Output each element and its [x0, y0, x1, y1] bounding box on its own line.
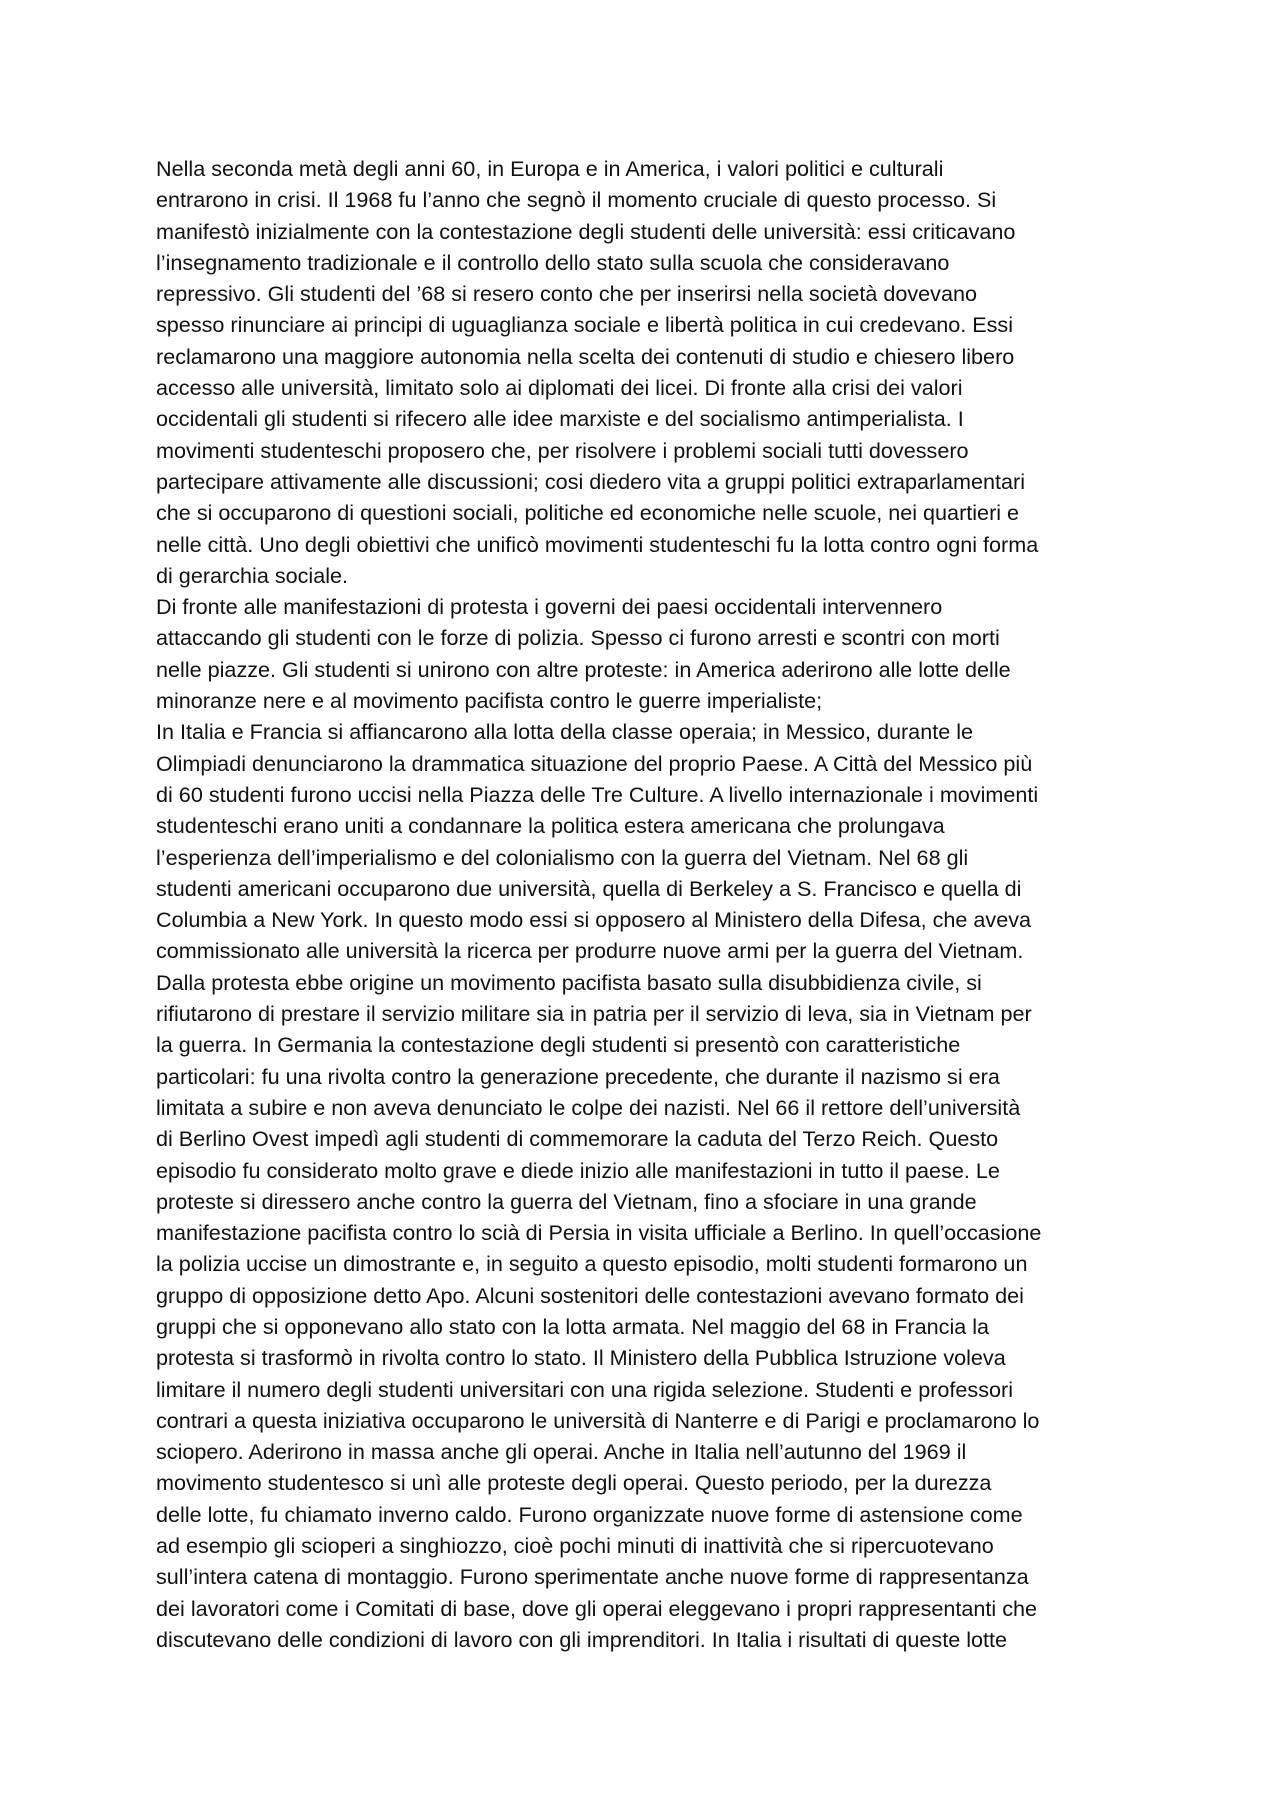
text-line: accesso alle università, limitato solo ai diplomati dei licei. Di fronte alla crisi dei valori [156, 375, 963, 401]
text-line: spesso rinunciare ai principi di uguaglianza sociale e libertà politica in cui credevano. Essi [156, 312, 1014, 338]
text-line: ad esempio gli scioperi a singhiozzo, cioè pochi minuti di inattività che si ripercuotevano [156, 1533, 994, 1559]
text-line: delle lotte, fu chiamato inverno caldo. Furono organizzate nuove forme di astensione come [156, 1501, 1023, 1527]
text-line: Olimpiadi denunciarono la drammatica situazione del proprio Paese. A Città del Messico più [156, 750, 1033, 776]
text-line: limitare il numero degli studenti universitari con una rigida selezione. Studenti e professori [156, 1376, 1014, 1402]
text-line: dei lavoratori come i Comitati di base, dove gli operai eleggevano i propri rappresentanti che [156, 1595, 1038, 1621]
text-line: gruppo di opposizione detto Apo. Alcuni sostenitori delle contestazioni avevano formato dei [156, 1282, 1024, 1308]
text-line: nelle città. Uno degli obiettivi che unificò movimenti studenteschi fu la lotta contro ogni forma [156, 531, 1039, 557]
text-line: gruppi che si opponevano allo stato con la lotta armata. Nel maggio del 68 in Francia la [156, 1313, 990, 1339]
body-text [156, 153, 1116, 1655]
text-line: nelle piazze. Gli studenti si unirono con altre proteste: in America aderirono alle lotte delle [156, 656, 1011, 682]
text-line: commissionato alle università la ricerca per produrre nuove armi per la guerra del Vietnam. [156, 938, 1024, 964]
text-line: protesta si trasformò in rivolta contro lo stato. Il Ministero della Pubblica Istruzione voleva [156, 1345, 1006, 1371]
text-line: attaccando gli studenti con le forze di polizia. Spesso ci furono arresti e scontri con morti [156, 625, 1000, 651]
text-line: discutevano delle condizioni di lavoro con gli imprenditori. In Italia i risultati di queste lotte [156, 1626, 1008, 1652]
text-line: rifiutarono di prestare il servizio militare sia in patria per il servizio di leva, sia in Vietnam per [156, 1001, 1032, 1027]
text-line: partecipare attivamente alle discussioni; cosi diedero vita a gruppi politici extraparlamentari [156, 468, 1025, 494]
text-line: limitata a subire e non aveva denunciato le colpe dei nazisti. Nel 66 il rettore dell’università [156, 1094, 1021, 1120]
text-line: In Italia e Francia si affiancarono alla lotta della classe operaia; in Messico, durante le [156, 719, 974, 745]
text-line: studenti americani occuparono due università, quella di Berkeley a S. Francisco e quella di [156, 875, 1022, 901]
text-line: contrari a questa iniziativa occuparono le università di Nanterre e di Parigi e proclamarono lo [156, 1407, 1040, 1433]
text-line: studenteschi erano uniti a condannare la politica estera americana che prolungava [156, 813, 945, 839]
text-line: manifestò inizialmente con la contestazione degli studenti delle università: essi criticavano [156, 218, 1016, 244]
text-line: manifestazione pacifista contro lo scià di Persia in visita ufficiale a Berlino. In quell’occasione [156, 1220, 1042, 1246]
text-line: repressivo. Gli studenti del ’68 si resero conto che per inserirsi nella società dovevano [156, 281, 977, 307]
text-line: l’insegnamento tradizionale e il controllo dello stato sulla scuola che consideravano [156, 249, 950, 275]
text-line: di gerarchia sociale. [156, 562, 349, 588]
text-line: reclamarono una maggiore autonomia nella scelta dei contenuti di studio e chiesero libero [156, 343, 1015, 369]
text-line: episodio fu considerato molto grave e diede inizio alle manifestazioni in tutto il paese. Le [156, 1157, 1000, 1183]
text-line: l’esperienza dell’imperialismo e del colonialismo con la guerra del Vietnam. Nel 68 gli [156, 844, 969, 870]
text-line: sull’intera catena di montaggio. Furono sperimentate anche nuove forme di rappresentanza [156, 1564, 1029, 1590]
text-line: la polizia uccise un dimostrante e, in seguito a questo episodio, molti studenti formarono un [156, 1251, 1028, 1277]
text-line: occidentali gli studenti si rifecero alle idee marxiste e del socialismo antimperialista. I [156, 406, 964, 432]
text-line: la guerra. In Germania la contestazione degli studenti si presentò con caratteristiche [156, 1032, 961, 1058]
text-line: entrarono in crisi. Il 1968 fu l’anno che segnò il momento cruciale di questo processo. Si [156, 187, 997, 213]
text-line: proteste si diressero anche contro la guerra del Vietnam, fino a sfociare in una grande [156, 1188, 977, 1214]
text-line: Columbia a New York. In questo modo essi si opposero al Ministero della Difesa, che aveva [156, 907, 1032, 933]
text-line: movimento studentesco si unì alle proteste degli operai. Questo periodo, per la durezza [156, 1470, 992, 1496]
text-line: sciopero. Aderirono in massa anche gli operai. Anche in Italia nell’autunno del 1969 il [156, 1439, 967, 1465]
text-line: movimenti studenteschi proposero che, per risolvere i problemi sociali tutti dovessero [156, 437, 969, 463]
text-line: Nella seconda metà degli anni 60, in Europa e in America, i valori politici e culturali [156, 156, 944, 181]
text-line: che si occuparono di questioni sociali, politiche ed economiche nelle scuole, nei quartieri e [156, 500, 1020, 526]
text-line: Dalla protesta ebbe origine un movimento pacifista basato sulla disubbidienza civile, si [156, 969, 982, 995]
text-line: Di fronte alle manifestazioni di protesta i governi dei paesi occidentali intervennero [156, 594, 943, 620]
text-line: particolari: fu una rivolta contro la generazione precedente, che durante il nazismo si era [156, 1063, 1000, 1089]
text-line: di Berlino Ovest impedì agli studenti di commemorare la caduta del Terzo Reich. Questo [156, 1126, 999, 1152]
text-line: di 60 studenti furono uccisi nella Piazza delle Tre Culture. A livello internazionale i movimenti [156, 781, 1039, 807]
text-line: minoranze nere e al movimento pacifista contro le guerre imperialiste; [156, 688, 823, 714]
